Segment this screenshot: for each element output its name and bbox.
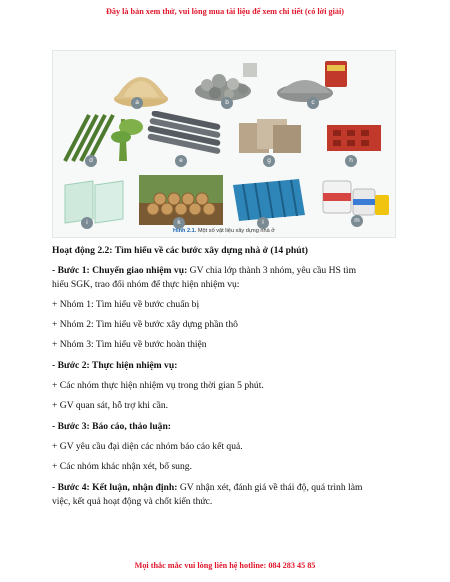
badge-i: i (81, 217, 93, 229)
building-materials-figure (52, 50, 396, 238)
step4-line: - Bước 4: Kết luận, nhận định: GV nhận xét, đánh giá về thái độ, quá trình làm (52, 482, 363, 493)
badge-e: e (175, 155, 187, 167)
step1-line2: hiểu SGK, trao đổi nhóm để thực hiện nhiệm vụ: (52, 279, 240, 290)
ceramic-tiles-image (235, 115, 305, 159)
step3-item-2: + Các nhóm khác nhận xét, bổ sung. (52, 461, 192, 472)
step2-item-1: + Các nhóm thực hiện nhiệm vụ trong thời gian 5 phút. (52, 380, 264, 391)
step3-item-1: + GV yêu cầu đại diện các nhóm báo cáo kết quả. (52, 441, 243, 452)
badge-d: d (85, 155, 97, 167)
badge-h: h (345, 155, 357, 167)
group-3-task: + Nhóm 3: Tìm hiểu về bước hoàn thiện (52, 339, 207, 350)
roofing-sheets-image (229, 175, 309, 225)
bamboo-image (59, 111, 145, 163)
step1-line: - Bước 1: Chuyển giao nhiệm vụ: GV chia lớp thành 3 nhóm, yêu cầu HS tìm (52, 265, 357, 276)
group-1-task: + Nhóm 1: Tìm hiểu về bước chuẩn bị (52, 299, 200, 310)
step2-item-2: + GV quan sát, hỗ trợ khi cần. (52, 400, 169, 411)
badge-c: c (307, 97, 319, 109)
steel-rebar-image (145, 111, 231, 163)
badge-b: b (221, 97, 233, 109)
bricks-image (323, 117, 387, 157)
group-2-task: + Nhóm 2: Tìm hiểu về bước xây dựng phần thô (52, 319, 238, 330)
badge-k: k (173, 217, 185, 229)
figure-caption: Hình 2.1. Một số vật liệu xây dựng nhà ở (173, 228, 275, 234)
step3-heading: - Bước 3: Báo cáo, thảo luận: (52, 421, 171, 432)
badge-m: m (351, 215, 363, 227)
activity-title: Hoạt động 2.2: Tìm hiểu về các bước xây dựng nhà ở (14 phút) (52, 245, 308, 256)
preview-notice: Đây là bản xem thử, vui lòng mua tài liệu để xem chi tiết (có lời giải) (105, 7, 344, 16)
glass-panes-image (59, 177, 131, 225)
hotline-notice: Mọi thắc mắc vui lòng liên hệ hotline: 084 283 45 85 (134, 561, 316, 570)
step2-heading: - Bước 2: Thực hiện nhiệm vụ: (52, 360, 178, 371)
badge-g: g (263, 155, 275, 167)
badge-l: l (257, 217, 269, 229)
badge-a: a (131, 97, 143, 109)
step4-line2: việc, kết quả hoạt động và chốt kiến thức. (52, 496, 213, 507)
